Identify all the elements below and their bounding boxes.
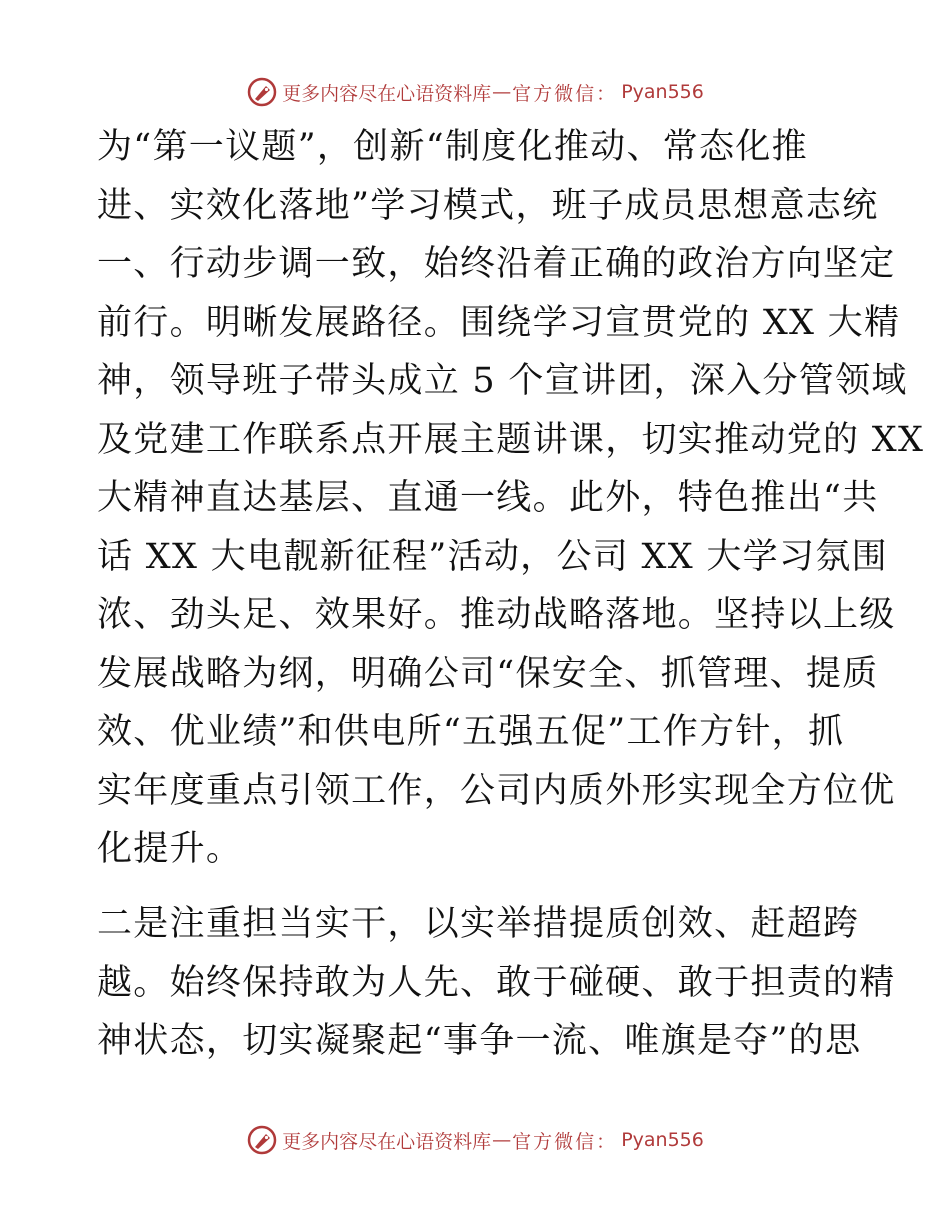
text-line: 越。始终保持敢为人先、敢于碰硬、敢于担责的精 xyxy=(97,962,896,1003)
text-line: 大精神直达基层、直通一线。此外，特色推出“共 xyxy=(97,478,879,518)
text-line: 一、行动步调一致，始终沿着正确的政治方向坚定 xyxy=(97,244,896,284)
watermark-dash: — xyxy=(492,81,512,103)
text-line: 话 XX 大电靓新征程”活动，公司 XX 大学习氛围 xyxy=(97,536,888,577)
watermark-wechat-id: Pyan556 xyxy=(621,1129,704,1151)
text-line: 发展战略为纲，明确公司“保安全、抓管理、提质 xyxy=(97,653,879,694)
watermark-site-text: 更多内容尽在心语资料库 xyxy=(282,1130,492,1153)
paragraph-1 xyxy=(97,118,925,879)
text-line: 进、实效化落地”学习模式，班子成员思想意志统 xyxy=(97,185,879,226)
text-line: 及党建工作联系点开展主题讲课，切实推动党的 XX xyxy=(97,419,925,460)
text-line: 二是注重担当实干，以实举措提质创效、赶超跨 xyxy=(97,904,860,944)
watermark-wechat-id: Pyan556 xyxy=(621,81,704,103)
watermark-dash: — xyxy=(492,1129,512,1151)
paragraph-2 xyxy=(97,895,896,1071)
text-line: 神状态，切实凝聚起“事争一流、唯旗是夺”的思 xyxy=(97,1021,862,1061)
pen-nib-logo-icon xyxy=(246,1124,278,1156)
text-line: 效、优业绩”和供电所“五强五促”工作方针，抓 xyxy=(97,712,845,752)
text-line: 化提升。 xyxy=(97,829,243,869)
watermark-label: 官方微信： xyxy=(512,82,618,105)
footer-watermark xyxy=(0,1120,950,1160)
text-line: 实年度重点引领工作，公司内质外形实现全方位优 xyxy=(97,770,896,811)
pen-nib-logo-icon xyxy=(246,76,278,108)
text-line: 为“第一议题”，创新“制度化推动、常态化推 xyxy=(97,127,808,167)
watermark-site-text: 更多内容尽在心语资料库 xyxy=(282,82,492,105)
text-line: 神，领导班子带头成立 5 个宣讲团，深入分管领域 xyxy=(97,361,908,401)
text-line: 浓、劲头足、效果好。推动战略落地。坚持以上级 xyxy=(97,595,896,635)
watermark-label: 官方微信： xyxy=(512,1130,618,1153)
text-line: 前行。明晰发展路径。围绕学习宣贯党的 XX 大精 xyxy=(97,302,901,343)
header-watermark xyxy=(0,72,950,112)
